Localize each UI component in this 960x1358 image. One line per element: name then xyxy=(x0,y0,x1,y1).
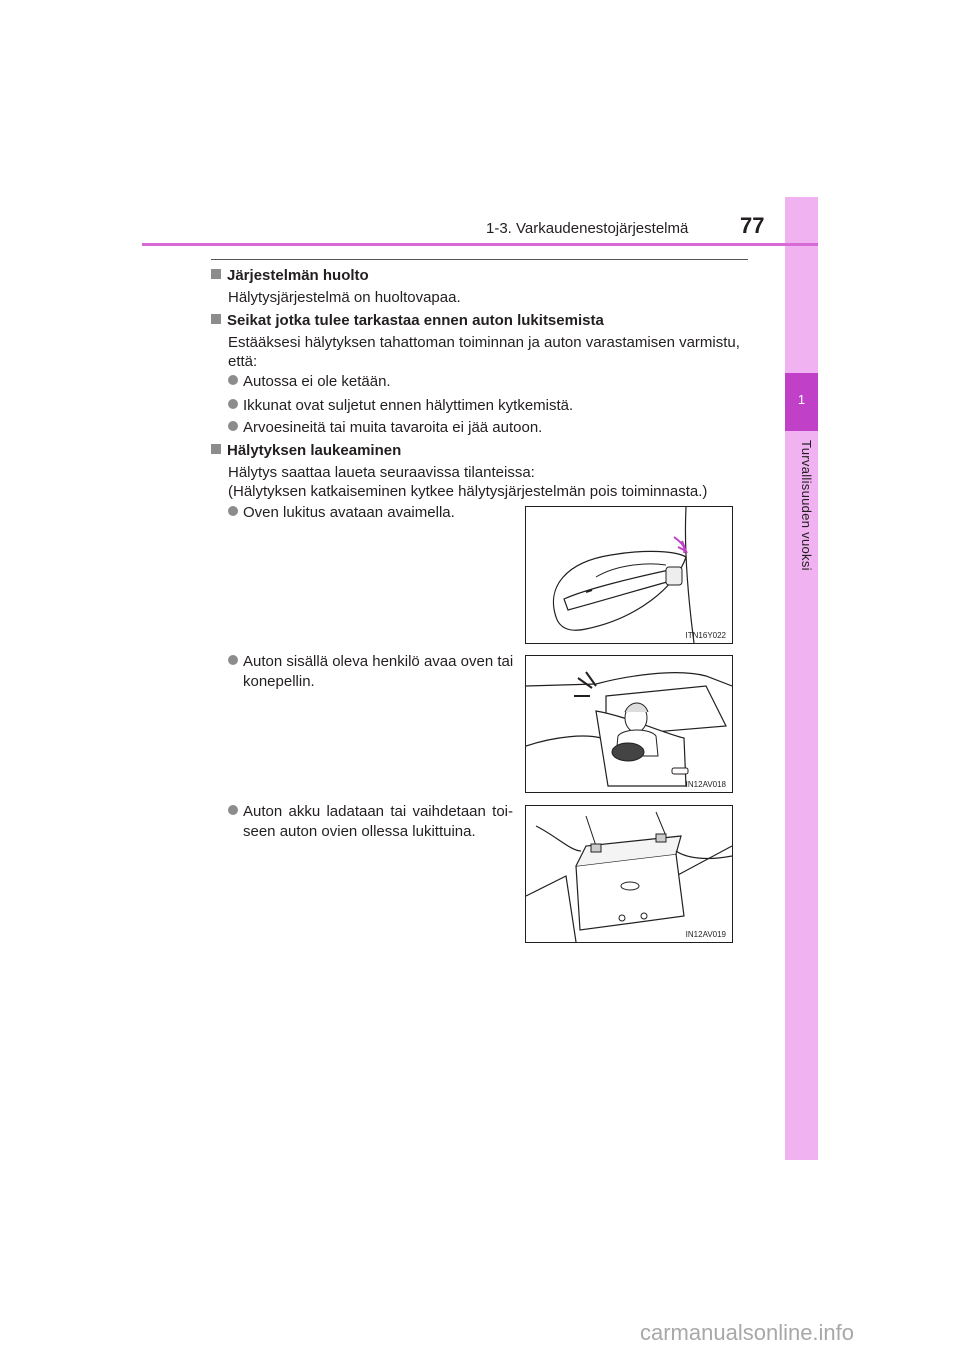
header-section-title: 1-3. Varkaudenestojärjestelmä xyxy=(486,220,689,237)
list-item: Ikkunat ovat suljetut ennen hälyttimen kytkemistä. xyxy=(228,396,573,416)
bullet-dot-icon xyxy=(228,805,238,815)
figure-code: ITN16Y022 xyxy=(685,631,726,640)
bullet-dot-icon xyxy=(228,655,238,665)
square-bullet-icon xyxy=(211,314,221,324)
content-divider xyxy=(211,259,748,260)
page-number: 77 xyxy=(740,213,765,238)
square-bullet-icon xyxy=(211,444,221,454)
bullet-dot-icon xyxy=(228,506,238,516)
section-heading: Järjestelmän huolto xyxy=(211,266,369,286)
door-handle-key-illustration xyxy=(526,507,732,643)
list-item: Auton sisällä oleva henkilö avaa oven tai xyxy=(228,652,513,672)
figure-battery xyxy=(525,805,733,943)
section-body: Hälytys saattaa laueta seuraavissa tilanteissa: xyxy=(228,464,535,481)
section-body: (Hälytyksen katkaiseminen kytkee hälytysjärjestelmän pois toiminnasta.) xyxy=(228,483,708,500)
battery-replacement-illustration xyxy=(526,806,732,942)
chapter-title: Turvallisuuden vuoksi xyxy=(799,440,814,571)
section-heading: Seikat jotka tulee tarkastaa ennen auton lukitsemista xyxy=(211,311,604,331)
square-bullet-icon xyxy=(211,269,221,279)
bullet-dot-icon xyxy=(228,421,238,431)
section-heading: Hälytyksen laukeaminen xyxy=(211,441,401,461)
chapter-number: 1 xyxy=(797,392,806,407)
section-body: että: xyxy=(228,353,258,370)
figure-door-handle xyxy=(525,506,733,644)
figure-code: IN12AV018 xyxy=(685,780,726,789)
bullet-dot-icon xyxy=(228,375,238,385)
list-item-continuation: seen auton ovien ollessa lukittuina. xyxy=(243,823,476,840)
header-divider xyxy=(142,243,818,246)
list-item: Autossa ei ole ketään. xyxy=(228,372,391,392)
section-body: Hälytysjärjestelmä on huoltovapaa. xyxy=(228,289,461,306)
bullet-dot-icon xyxy=(228,399,238,409)
list-item-continuation: konepellin. xyxy=(243,673,315,690)
person-opening-door-illustration xyxy=(526,656,732,792)
figure-code: IN12AV019 xyxy=(685,930,726,939)
list-item: Auton akku ladataan tai vaihdetaan toi- xyxy=(228,802,516,822)
chapter-side-tab xyxy=(785,197,818,1160)
list-item: Arvoesineitä tai muita tavaroita ei jää autoon. xyxy=(228,418,542,438)
list-item: Oven lukitus avataan avaimella. xyxy=(228,503,455,523)
section-body: Estääksesi hälytyksen tahattoman toiminnan ja auton varastamisen varmistu, xyxy=(228,334,740,351)
watermark: carmanualsonline.info xyxy=(640,1320,855,1345)
figure-person-door xyxy=(525,655,733,793)
